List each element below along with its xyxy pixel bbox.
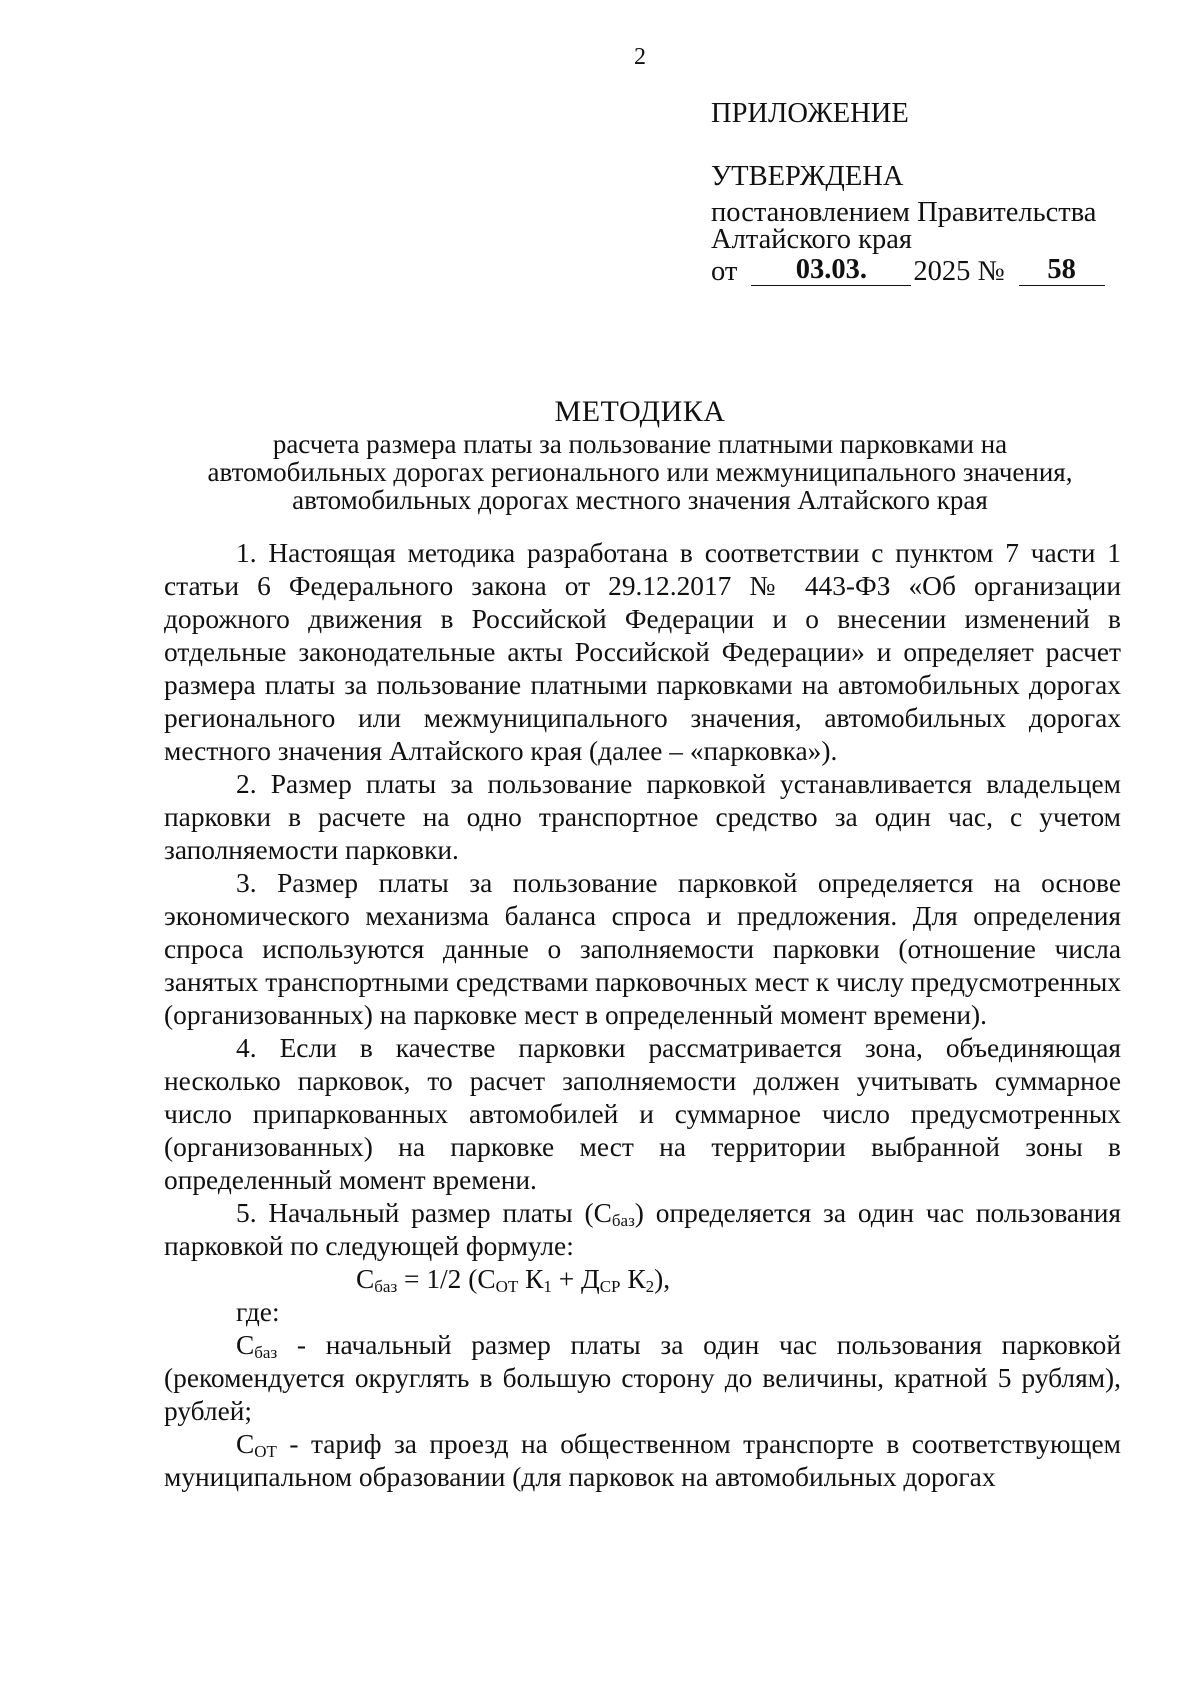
page-number: 2	[634, 44, 646, 70]
decree-date: 03.03.	[751, 255, 911, 286]
def1-text: - начальный размер платы за один час пользования парковкой (рекомендуется округлять в большую сторону до величины, кратной 5 рублям), рублей;	[164, 1330, 1121, 1426]
formula-eq: = 1/2 (С	[397, 1264, 496, 1294]
def1-sub: баз	[254, 1343, 278, 1362]
subtitle-line-1: расчета размера платы за пользование платными парковками на	[272, 429, 1008, 459]
approved-label: УТВЕРЖДЕНА	[711, 160, 904, 192]
formula-end: ),	[654, 1264, 671, 1294]
formula-c-sub: баз	[374, 1277, 398, 1296]
appendix-block	[711, 100, 1105, 286]
document-title-block	[160, 395, 1120, 514]
def1-symbol: С	[236, 1330, 255, 1360]
approved-by-line: постановлением Правительства	[711, 197, 1097, 228]
paragraph-5	[164, 1197, 1121, 1263]
p5-text-start: 5. Начальный размер платы (С	[236, 1198, 612, 1228]
where-label: где:	[236, 1297, 280, 1327]
subtitle-line-2: автомобильных дорогах регионального или межмуниципального значения,	[207, 457, 1073, 487]
definition-c-ot	[164, 1428, 1121, 1494]
def2-text: - тариф за проезд на общественном транспорте в соответствующем муниципальном образовании (для парковок на автомобильных дорогах	[164, 1429, 1121, 1492]
decree-date-line	[711, 255, 1105, 286]
p5-subscript: баз	[611, 1211, 635, 1230]
formula-k1: К	[518, 1264, 544, 1294]
approved-by-region: Алтайского края	[711, 224, 913, 255]
formula-k1-sub: 1	[543, 1277, 552, 1296]
formula-c: С	[356, 1264, 375, 1294]
formula-k2-sub: 2	[645, 1277, 655, 1296]
paragraph-1: 1. Настоящая методика разработана в соответствии с пунктом 7 части 1 статьи 6 Федерального закона от 29.12.2017 № 443-ФЗ «Об организации дорожного движения в Российской Федерации и о внесении изменений в отдельные законодательные акты Российской Федерации» и определяет расчет размера платы за пользование платными парковками на автомобильных дорогах регионального или межмуниципального значения, автомобильных дорогах местного значения Алтайского края (далее – «парковка»).	[164, 538, 1121, 766]
subtitle-line-3: автомобильных дорогах местного значения Алтайского края	[292, 485, 988, 515]
formula-ot-sub: ОТ	[495, 1277, 519, 1296]
formula-cp-sub: СР	[599, 1277, 621, 1296]
document-title: МЕТОДИКА	[554, 395, 726, 428]
definition-c-baz	[164, 1329, 1121, 1428]
p5-text-end: ) определяется за один час пользования парковкой по следующей формуле:	[164, 1198, 1121, 1261]
formula-k2: К	[620, 1264, 646, 1294]
formula	[164, 1263, 1121, 1296]
def2-symbol: С	[236, 1429, 255, 1459]
appendix-heading: ПРИЛОЖЕНИЕ	[711, 98, 909, 129]
document-body	[164, 537, 1121, 1494]
paragraph-3: 3. Размер платы за пользование парковкой определяется на основе экономического механизма баланса спроса и предложения. Для определения спроса используются данные о заполняемости парковки (отношение числа занятых транспортными средствами парковочных мест к числу предусмотренных (организованных) на парковке мест в определенный момент времени).	[164, 868, 1121, 1030]
decree-number: 58	[1019, 255, 1105, 286]
formula-plus-d: + Д	[551, 1264, 600, 1294]
paragraph-2: 2. Размер платы за пользование парковкой устанавливается владельцем парковки в расчете на одно транспортное средство за один час, с учетом заполняемости парковки.	[164, 769, 1121, 865]
decree-year: 2025 №	[913, 255, 1005, 287]
def2-sub: ОТ	[254, 1442, 277, 1461]
paragraph-4: 4. Если в качестве парковки рассматривается зона, объединяющая несколько парковок, то расчет заполняемости должен учитывать суммарное число припаркованных автомобилей и суммарное число предусмотренных (организованных) на парковке мест на территории выбранной зоны в определенный момент времени.	[164, 1033, 1121, 1195]
date-prefix: от	[711, 255, 738, 287]
